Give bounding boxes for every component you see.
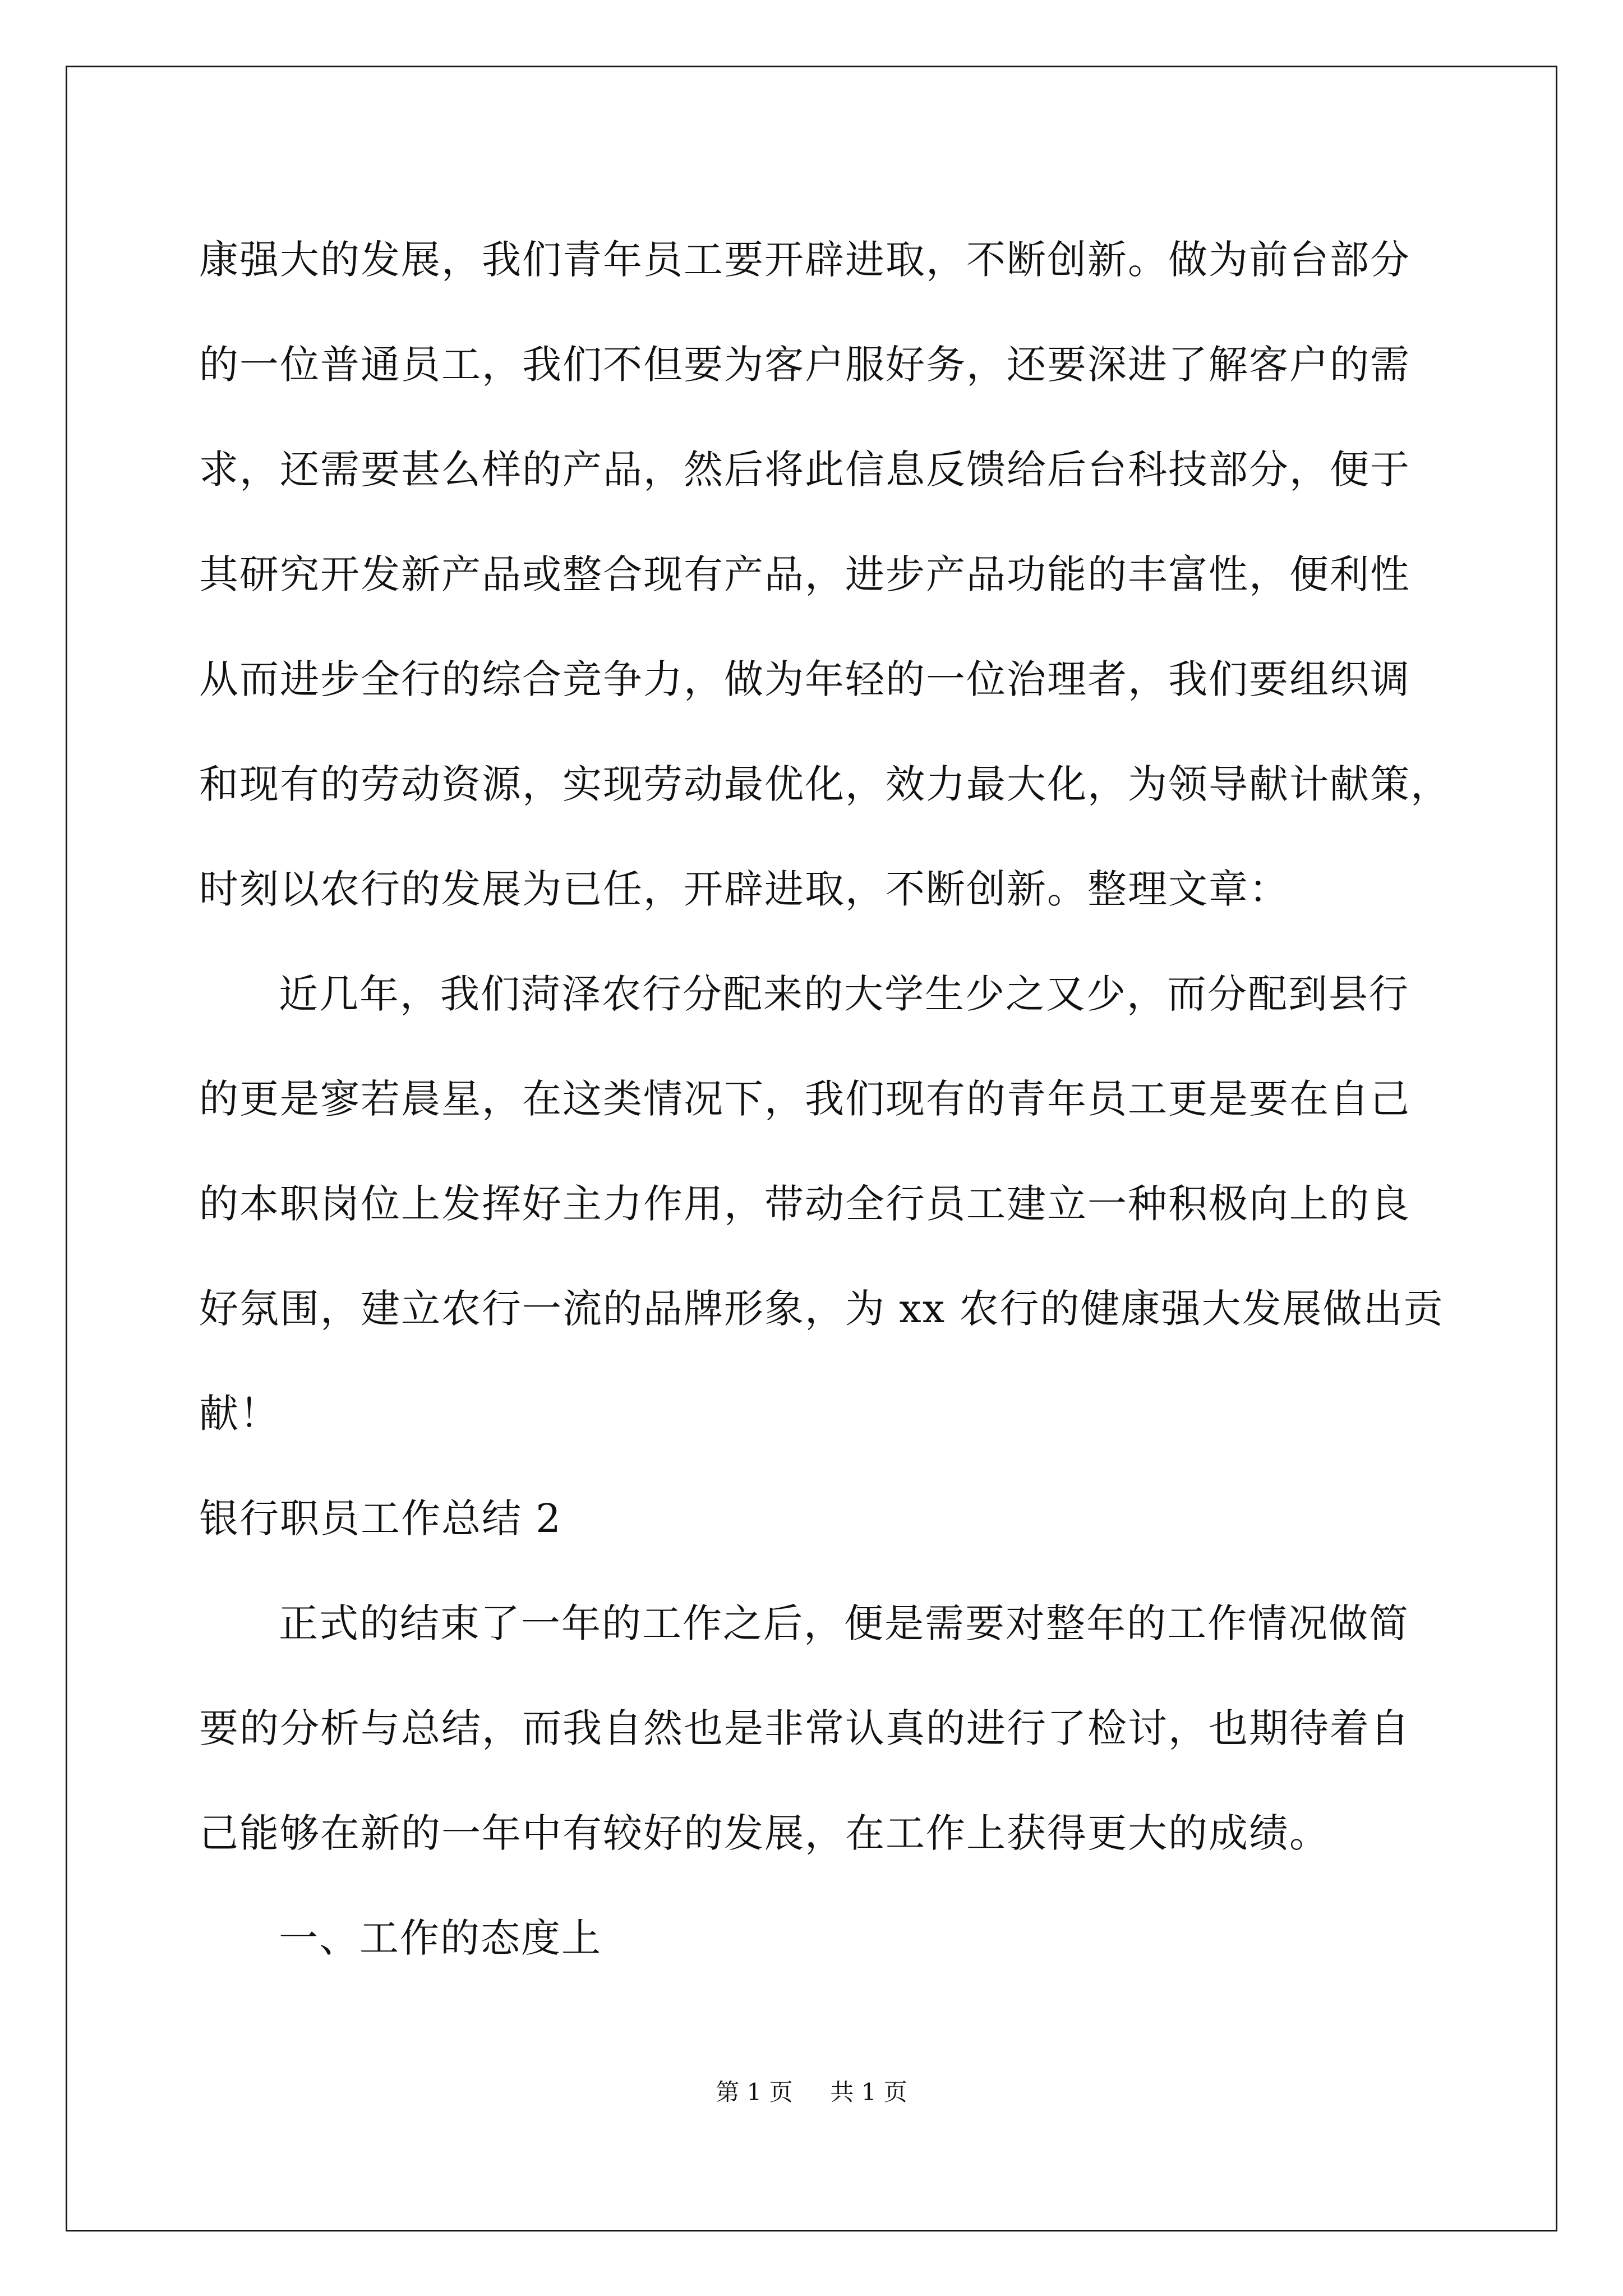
paragraph-line: 的更是寥若晨星，在这类情况下，我们现有的青年员工更是要在自己 [199,1076,1410,1122]
paragraph-line: 的本职岗位上发挥好主力作用，带动全行员工建立一种积极向上的良 [199,1181,1410,1227]
paragraph-line: 康强大的发展，我们青年员工要开辟进取，不断创新。做为前台部分 [199,237,1410,283]
paragraph-line: 己能够在新的一年中有较好的发展，在工作上获得更大的成绩。 [199,1810,1330,1856]
paragraph-line: 好氛围，建立农行一流的品牌形象，为 xx 农行的健康强大发展做出贡 [199,1286,1444,1332]
paragraph-line: 要的分析与总结，而我自然也是非常认真的进行了检讨，也期待着自 [199,1705,1410,1751]
paragraph-line: 时刻以农行的发展为已任，开辟进取，不断创新。整理文章： [199,866,1289,912]
paragraph-line: 其研究开发新产品或整合现有产品，进步产品功能的丰富性，便利性 [199,551,1410,597]
paragraph-line: 献！ [199,1391,280,1437]
paragraph-line: 的一位普通员工，我们不但要为客户服好务，还要深进了解客户的需 [199,342,1410,388]
paragraph-first-line: 近几年，我们菏泽农行分配来的大学生少之又少，而分配到县行 [279,971,1409,1017]
paragraph-line: 和现有的劳动资源，实现劳动最优化，效力最大化，为领导献计献策， [199,761,1451,807]
page-footer [0,2076,1623,2109]
paragraph-line: 从而进步全行的综合竞争力，做为年轻的一位治理者，我们要组织调 [199,656,1410,702]
document-body [199,208,1461,1991]
page-number-total: 共 1 页 [830,2078,907,2106]
section-heading: 银行职员工作总结 2 [199,1496,562,1542]
paragraph-first-line: 正式的结束了一年的工作之后，便是需要对整年的工作情况做简 [279,1600,1409,1646]
subsection-heading: 一、工作的态度上 [279,1915,602,1961]
page-number-current: 第 1 页 [716,2078,793,2106]
paragraph-line: 求，还需要甚么样的产品，然后将此信息反馈给后台科技部分，便于 [199,447,1410,493]
